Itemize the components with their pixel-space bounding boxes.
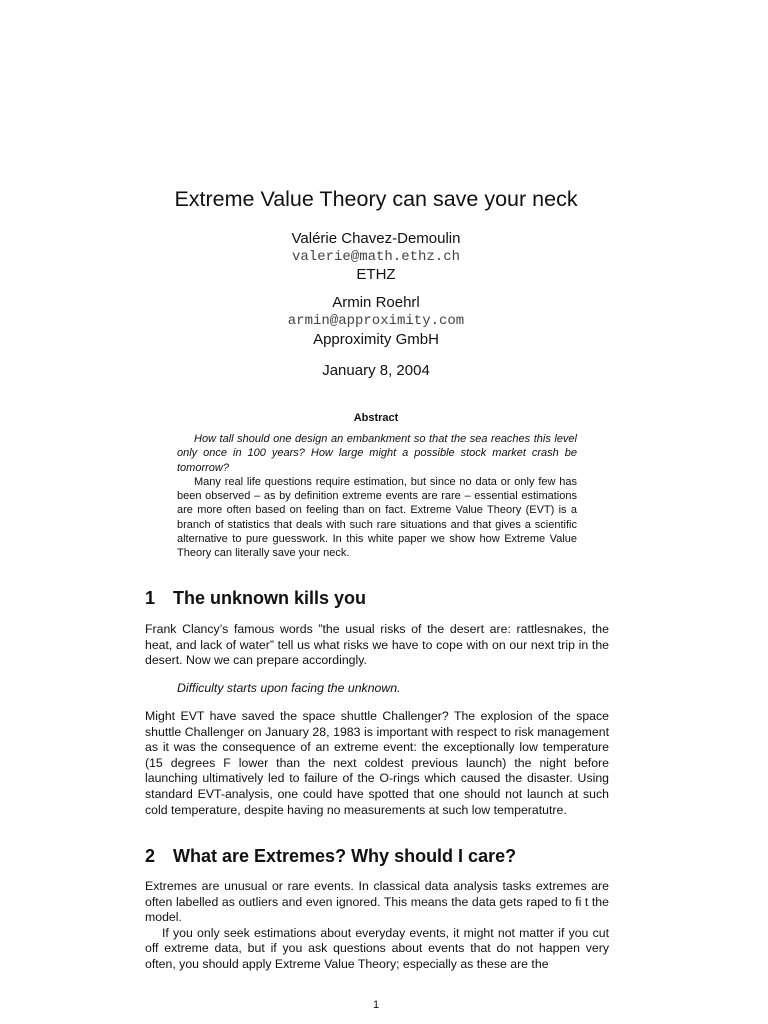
section-1-paragraph-2 (145, 709, 609, 818)
paragraph: Extremes are unusual or rare events. In classical data analysis tasks extremes are often labelled as outliers and even ignored. This means the data gets raped to fi t the model. (145, 879, 609, 925)
section-1-heading (145, 587, 366, 609)
section-2-body (145, 879, 609, 973)
abstract-paragraph: How tall should one design an embankment so that the sea reaches this level only once in 100 years? How large might a possible stock market crash be tomorrow? (177, 433, 577, 474)
abstract-heading: Abstract (353, 412, 399, 424)
author-2-name: Armin Roehrl (332, 294, 420, 311)
section-title: The unknown kills you (173, 588, 367, 608)
paragraph: Might EVT have saved the space shuttle Challenger? The explosion of the space shuttle Challenger on January 28, 1983 is important with respect to risk management as it was the consequence of an extreme event: the exceptionally low temperature (15 degrees F lower than the next coldest previous launch) the night before launching ultimatively led to failure of the O-rings which caused the disaster. Using standard EVT-analysis, one could have spotted that one should not launch at such cold temperature, despite having no measurements at such low temperatutre. (145, 709, 609, 817)
section-2-heading (145, 845, 516, 867)
paper-date: January 8, 2004 (322, 362, 430, 379)
section-number: 2 (145, 846, 156, 866)
author-2-email: armin@approximity.com (287, 313, 465, 329)
section-number: 1 (145, 588, 156, 608)
page-number: 1 (372, 999, 380, 1011)
paragraph: Frank Clancy’s famous words ”the usual risks of the desert are: rattlesnakes, the heat, and lack of water” tell us what risks we have to cope with on our next trip in the desert. Now we can prepare accordingly. (145, 622, 609, 668)
author-1-name: Valérie Chavez-Demoulin (291, 230, 461, 247)
abstract-body (177, 432, 577, 561)
paper-title: Extreme Value Theory can save your neck (174, 187, 578, 211)
author-1-affiliation: ETHZ (356, 266, 396, 283)
section-1-paragraph-1 (145, 622, 609, 669)
author-1-email: valerie@math.ethz.ch (291, 249, 461, 265)
paragraph: If you only seek estimations about everyday events, it might not matter if you cut off extreme data, but if you ask questions about events that do not happen very often, you should apply Extreme Value Theory; especially as these are the (145, 925, 609, 971)
author-2-affiliation: Approximity GmbH (313, 331, 439, 348)
section-1-quote: Difficulty starts upon facing the unknown. (177, 681, 401, 695)
section-title: What are Extremes? Why should I care? (173, 846, 517, 866)
abstract-paragraph: Many real life questions require estimation, but since no data or only few has been observed – as by definition extreme events are rare – essential estimations are more often based on feeling than on fact. Extreme Value Theory (EVT) is a branch of statistics that deals with such rare situations and that gives a scientific alternative to pure guesswork. In this white paper we show how Extreme Value Theory can literally save your neck. (177, 475, 577, 560)
